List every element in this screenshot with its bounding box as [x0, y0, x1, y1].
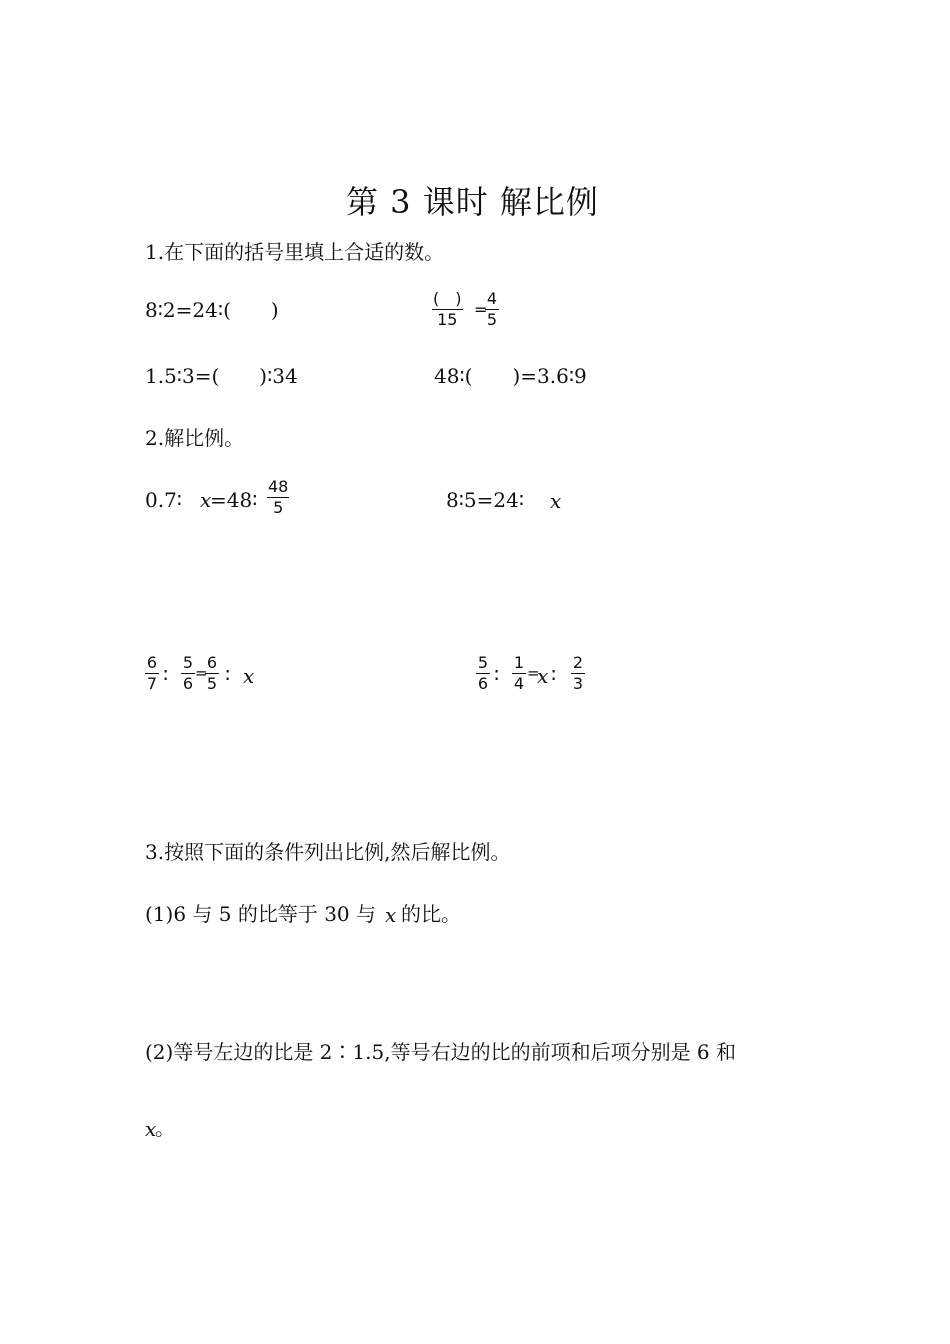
q2-a-fraction — [267, 478, 289, 518]
q3-part-1 — [145, 904, 485, 928]
fraction — [181, 654, 195, 694]
fraction-numerator: 6 — [145, 654, 159, 674]
q1-item-b — [432, 290, 512, 334]
fraction-denominator: 7 — [146, 674, 158, 694]
fraction-denominator: 6 — [182, 674, 194, 694]
fraction-numerator: 5 — [181, 654, 195, 674]
fraction-numerator: 5 — [476, 654, 490, 674]
equals-sign: = — [474, 300, 488, 319]
fraction-denominator: 5 — [486, 310, 498, 330]
q1-b-left-fraction — [432, 290, 463, 330]
q1-item-a: 8∶2=24∶( ) — [145, 298, 279, 322]
q2-a-left: 0.7∶ — [145, 488, 183, 512]
q2-a-mid: =48∶ — [210, 488, 258, 512]
fraction-numerator: ( ) — [432, 290, 463, 310]
variable-x: x — [243, 664, 255, 688]
ratio-colon: ∶ — [551, 663, 557, 687]
equals-sign: = — [527, 664, 540, 682]
q3-p1-text-b: 的比。 — [401, 902, 461, 926]
variable-x: x — [145, 1117, 157, 1141]
variable-x: x — [200, 488, 212, 512]
fraction — [205, 654, 219, 694]
q1-item-d: 48∶( )=3.6∶9 — [434, 364, 587, 388]
q1-item-c: 1.5∶3=( )∶34 — [145, 364, 298, 388]
fraction — [512, 654, 526, 694]
q3-p1-text-a: (1)6 与 5 的比等于 30 与 — [145, 902, 377, 926]
fraction-denominator: 5 — [206, 674, 218, 694]
question-1-heading: 1.在下面的括号里填上合适的数。 — [145, 240, 445, 264]
fraction — [571, 654, 585, 694]
q2-item-b — [446, 490, 576, 514]
q2-item-d — [476, 654, 606, 698]
q3-part-2-line-2 — [145, 1118, 185, 1142]
q2-item-c — [145, 654, 275, 698]
fraction-denominator: 5 — [273, 498, 284, 518]
fraction-denominator: 15 — [437, 310, 458, 330]
fraction-denominator: 4 — [513, 674, 525, 694]
q3-part-2-line-1: (2)等号左边的比是 2∶1.5,等号右边的比的前项和后项分别是 6 和 — [145, 1040, 737, 1064]
variable-x: x — [385, 903, 397, 927]
ratio-colon: ∶ — [494, 663, 500, 687]
q1-b-right-fraction — [485, 290, 499, 330]
fraction-denominator: 6 — [477, 674, 489, 694]
question-2-heading: 2.解比例。 — [145, 426, 245, 450]
equals-sign: = — [195, 664, 208, 682]
q2-b-left: 8∶5=24∶ — [446, 488, 525, 512]
fraction — [145, 654, 159, 694]
fraction-numerator: 6 — [205, 654, 219, 674]
variable-x: x — [550, 489, 562, 513]
ratio-colon: ∶ — [163, 663, 169, 687]
fraction-numerator: 1 — [512, 654, 526, 674]
variable-x: x — [537, 664, 549, 688]
q2-item-a — [145, 478, 305, 522]
page-title: 第 3 课时 解比例 — [346, 183, 599, 221]
q3-p2-end: 。 — [155, 1116, 175, 1140]
fraction-numerator: 48 — [267, 478, 289, 498]
question-3-heading: 3.按照下面的条件列出比例,然后解比例。 — [145, 840, 511, 864]
fraction — [476, 654, 490, 694]
fraction-numerator: 2 — [571, 654, 585, 674]
fraction-denominator: 3 — [572, 674, 584, 694]
ratio-colon: ∶ — [225, 663, 231, 687]
fraction-numerator: 4 — [485, 290, 499, 310]
